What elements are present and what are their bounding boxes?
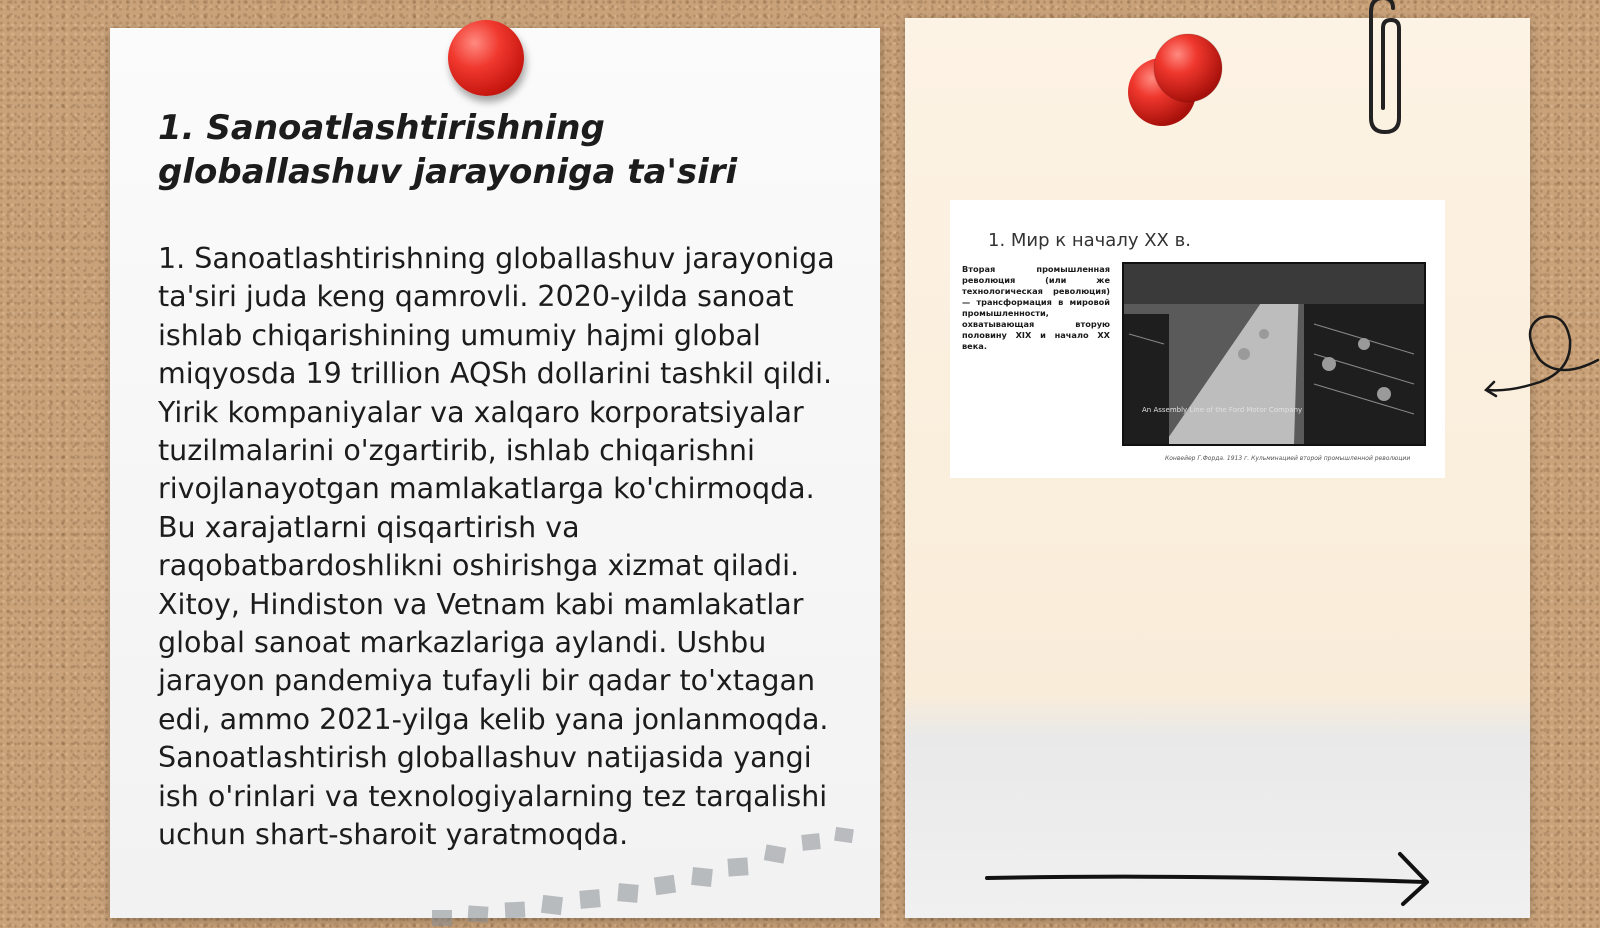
curl-arrow-icon [1480,310,1600,410]
photo-label: An Assembly Line of the Ford Motor Company [1142,406,1303,414]
right-note [905,18,1530,918]
photo-caption: Конвейер Г.Форда. 1913 г. Кульминацией второй промышленной революции [1165,455,1411,462]
note-title: 1. Sanoatlashtirishning globallashuv jarayoniga ta'siri [158,108,738,192]
slide-heading: 1. Мир к началу XX в. [988,230,1191,251]
slide-text: Вторая промышленная революция (или же технологическая революция) — трансформация в мировой промышленности, охватывающая вторую половину XIX и начало XX века. [962,264,1110,351]
factory-assembly-line-photo [1122,262,1426,446]
long-arrow-icon [985,848,1445,908]
note-body: 1. Sanoatlashtirishning globallashuv jarayoniga ta'siri juda keng qamrovli. 2020-yilda sanoat ishlab chiqarishining umumiy hajmi global miqyosda 19 trillion AQSh dollarini tashkil qildi. Yirik kompaniyalar va xalqaro korporatsiyalar tuzilmalarini o'zgartirib, ishlab chiqarishni rivojlanayotgan mamlakatlarga ko'chirmoqda. Bu xarajatlarni qisqartirish va raqobatbardoshlikni oshirishga xizmat qiladi. Xitoy, Hindiston va Vetnam kabi mamlakatlar global sanoat markazlariga aylandi. Ushbu jarayon pandemiya tufayli bir qadar to'xtagan edi, ammo 2021-yilga kelib yana jonlanmoqda. Sanoatlashtirish globallashuv natijasida yangi ish o'rinlari va texnologiyalarning tez tarqalishi uchun shart-sharoit yaratmoqda. [158,242,835,852]
left-note [110,28,880,918]
double-push-pin-icon [1120,30,1230,130]
slide-image-card [950,200,1445,478]
push-pin-icon [448,20,524,96]
paperclip-icon [1363,0,1413,138]
